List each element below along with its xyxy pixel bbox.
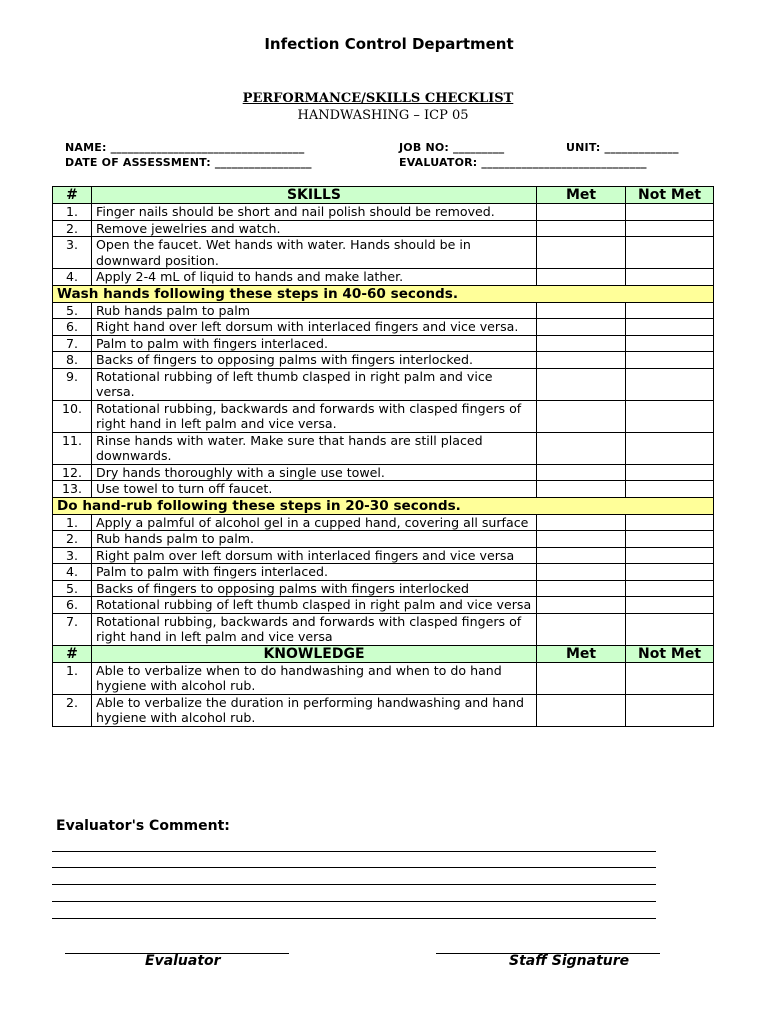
not-met-cell[interactable] <box>626 662 714 694</box>
row-number: 7. <box>53 335 92 352</box>
row-text: Rotational rubbing of left thumb clasped in right palm and vice versa <box>92 597 537 614</box>
row-number: 5. <box>53 302 92 319</box>
not-met-cell[interactable] <box>626 319 714 336</box>
met-cell[interactable] <box>537 613 626 645</box>
not-met-cell[interactable] <box>626 352 714 369</box>
row-text: Rub hands palm to palm <box>92 302 537 319</box>
row-number: 4. <box>53 564 92 581</box>
not-met-cell[interactable] <box>626 597 714 614</box>
not-met-cell[interactable] <box>626 237 714 269</box>
row-text: Open the faucet. Wet hands with water. Hands should be in downward position. <box>92 237 537 269</box>
row-text: Able to verbalize the duration in performing handwashing and hand hygiene with alcohol rub. <box>92 694 537 726</box>
row-number: 6. <box>53 319 92 336</box>
row-text: Right palm over left dorsum with interlaced fingers and vice versa <box>92 547 537 564</box>
not-met-cell[interactable] <box>626 514 714 531</box>
not-met-cell[interactable] <box>626 400 714 432</box>
met-cell[interactable] <box>537 352 626 369</box>
header-title: KNOWLEDGE <box>92 645 537 662</box>
checklist-row <box>53 220 714 237</box>
department-title: Infection Control Department <box>264 35 514 53</box>
row-text: Palm to palm with fingers interlaced. <box>92 335 537 352</box>
header-not-met: Not Met <box>626 645 714 662</box>
met-cell[interactable] <box>537 464 626 481</box>
comment-line[interactable] <box>52 884 656 885</box>
checklist-row <box>53 269 714 286</box>
not-met-cell[interactable] <box>626 464 714 481</box>
checklist-row <box>53 368 714 400</box>
unit-field[interactable]: UNIT: _____________ <box>566 141 679 154</box>
met-cell[interactable] <box>537 269 626 286</box>
row-text: Remove jewelries and watch. <box>92 220 537 237</box>
checklist-row <box>53 464 714 481</box>
checklist-row <box>53 514 714 531</box>
checklist-row <box>53 564 714 581</box>
row-number: 2. <box>53 531 92 548</box>
checklist-row <box>53 352 714 369</box>
checklist-row <box>53 597 714 614</box>
staff-signature-label: Staff Signature <box>509 953 630 969</box>
row-text: Apply a palmful of alcohol gel in a cupped hand, covering all surface <box>92 514 537 531</box>
met-cell[interactable] <box>537 564 626 581</box>
met-cell[interactable] <box>537 481 626 498</box>
row-text: Use towel to turn off faucet. <box>92 481 537 498</box>
met-cell[interactable] <box>537 432 626 464</box>
header-not-met: Not Met <box>626 187 714 204</box>
row-number: 13. <box>53 481 92 498</box>
met-cell[interactable] <box>537 220 626 237</box>
checklist-row <box>53 613 714 645</box>
wash-steps-banner <box>53 285 714 302</box>
not-met-cell[interactable] <box>626 580 714 597</box>
header-title: SKILLS <box>92 187 537 204</box>
row-text: Palm to palm with fingers interlaced. <box>92 564 537 581</box>
row-text: Rub hands palm to palm. <box>92 531 537 548</box>
name-field[interactable]: NAME: __________________________________ <box>65 141 305 154</box>
row-number: 2. <box>53 220 92 237</box>
met-cell[interactable] <box>537 237 626 269</box>
row-number: 1. <box>53 514 92 531</box>
met-cell[interactable] <box>537 694 626 726</box>
comment-line[interactable] <box>52 901 656 902</box>
row-number: 2. <box>53 694 92 726</box>
row-text: Rinse hands with water. Make sure that hands are still placed downwards. <box>92 432 537 464</box>
comment-line[interactable] <box>52 851 656 852</box>
section-instruction: Do hand-rub following these steps in 20-30 seconds. <box>53 497 714 514</box>
met-cell[interactable] <box>537 547 626 564</box>
checklist-row <box>53 400 714 432</box>
not-met-cell[interactable] <box>626 269 714 286</box>
skills-header-row <box>53 187 714 204</box>
not-met-cell[interactable] <box>626 368 714 400</box>
checklist-row <box>53 302 714 319</box>
not-met-cell[interactable] <box>626 547 714 564</box>
not-met-cell[interactable] <box>626 204 714 221</box>
checklist-row <box>53 547 714 564</box>
row-number: 10. <box>53 400 92 432</box>
header-met: Met <box>537 645 626 662</box>
not-met-cell[interactable] <box>626 220 714 237</box>
met-cell[interactable] <box>537 335 626 352</box>
not-met-cell[interactable] <box>626 531 714 548</box>
checklist-row <box>53 319 714 336</box>
met-cell[interactable] <box>537 204 626 221</box>
met-cell[interactable] <box>537 580 626 597</box>
comment-line[interactable] <box>52 867 656 868</box>
job-no-field[interactable]: JOB NO: _________ <box>399 141 505 154</box>
checklist-row <box>53 432 714 464</box>
checklist-row <box>53 662 714 694</box>
document-title: PERFORMANCE/SKILLS CHECKLIST <box>242 91 514 106</box>
row-number: 3. <box>53 237 92 269</box>
row-number: 12. <box>53 464 92 481</box>
met-cell[interactable] <box>537 400 626 432</box>
not-met-cell[interactable] <box>626 335 714 352</box>
row-text: Rotational rubbing of left thumb clasped in right palm and vice versa. <box>92 368 537 400</box>
row-text: Able to verbalize when to do handwashing and when to do hand hygiene with alcohol rub. <box>92 662 537 694</box>
hand-rub-steps-banner <box>53 497 714 514</box>
row-number: 1. <box>53 204 92 221</box>
not-met-cell[interactable] <box>626 613 714 645</box>
section-instruction: Wash hands following these steps in 40-60 seconds. <box>53 285 714 302</box>
row-number: 11. <box>53 432 92 464</box>
date-of-assessment-field[interactable]: DATE OF ASSESSMENT: _________________ <box>65 156 312 169</box>
checklist-row <box>53 694 714 726</box>
skills-checklist-table <box>52 186 714 727</box>
row-number: 4. <box>53 269 92 286</box>
met-cell[interactable] <box>537 597 626 614</box>
row-text: Finger nails should be short and nail polish should be removed. <box>92 204 537 221</box>
not-met-cell[interactable] <box>626 432 714 464</box>
comment-line[interactable] <box>52 918 656 919</box>
met-cell[interactable] <box>537 319 626 336</box>
not-met-cell[interactable] <box>626 694 714 726</box>
not-met-cell[interactable] <box>626 481 714 498</box>
document-subtitle: HANDWASHING – ICP 05 <box>297 108 469 123</box>
met-cell[interactable] <box>537 514 626 531</box>
row-text: Right hand over left dorsum with interlaced fingers and vice versa. <box>92 319 537 336</box>
met-cell[interactable] <box>537 302 626 319</box>
row-number: 1. <box>53 662 92 694</box>
row-text: Rotational rubbing, backwards and forwards with clasped fingers of right hand in left palm and vice versa <box>92 613 537 645</box>
row-number: 3. <box>53 547 92 564</box>
row-text: Backs of fingers to opposing palms with fingers interlocked. <box>92 352 537 369</box>
row-text: Backs of fingers to opposing palms with fingers interlocked <box>92 580 537 597</box>
header-num: # <box>53 645 92 662</box>
checklist-row <box>53 531 714 548</box>
checklist-row <box>53 335 714 352</box>
row-number: 7. <box>53 613 92 645</box>
met-cell[interactable] <box>537 531 626 548</box>
row-number: 8. <box>53 352 92 369</box>
checklist-row <box>53 204 714 221</box>
row-text: Rotational rubbing, backwards and forwards with clasped fingers of right hand in left palm and vice versa. <box>92 400 537 432</box>
header-met: Met <box>537 187 626 204</box>
evaluator-comment-label: Evaluator's Comment: <box>56 818 230 834</box>
met-cell[interactable] <box>537 368 626 400</box>
knowledge-header-row <box>53 645 714 662</box>
row-number: 5. <box>53 580 92 597</box>
header-num: # <box>53 187 92 204</box>
evaluator-field[interactable]: EVALUATOR: _____________________________ <box>399 156 647 169</box>
row-text: Apply 2-4 mL of liquid to hands and make lather. <box>92 269 537 286</box>
evaluator-label: Evaluator <box>145 953 221 969</box>
checklist-row <box>53 481 714 498</box>
row-text: Dry hands thoroughly with a single use towel. <box>92 464 537 481</box>
row-number: 9. <box>53 368 92 400</box>
met-cell[interactable] <box>537 662 626 694</box>
checklist-row <box>53 580 714 597</box>
not-met-cell[interactable] <box>626 564 714 581</box>
not-met-cell[interactable] <box>626 302 714 319</box>
checklist-row <box>53 237 714 269</box>
row-number: 6. <box>53 597 92 614</box>
